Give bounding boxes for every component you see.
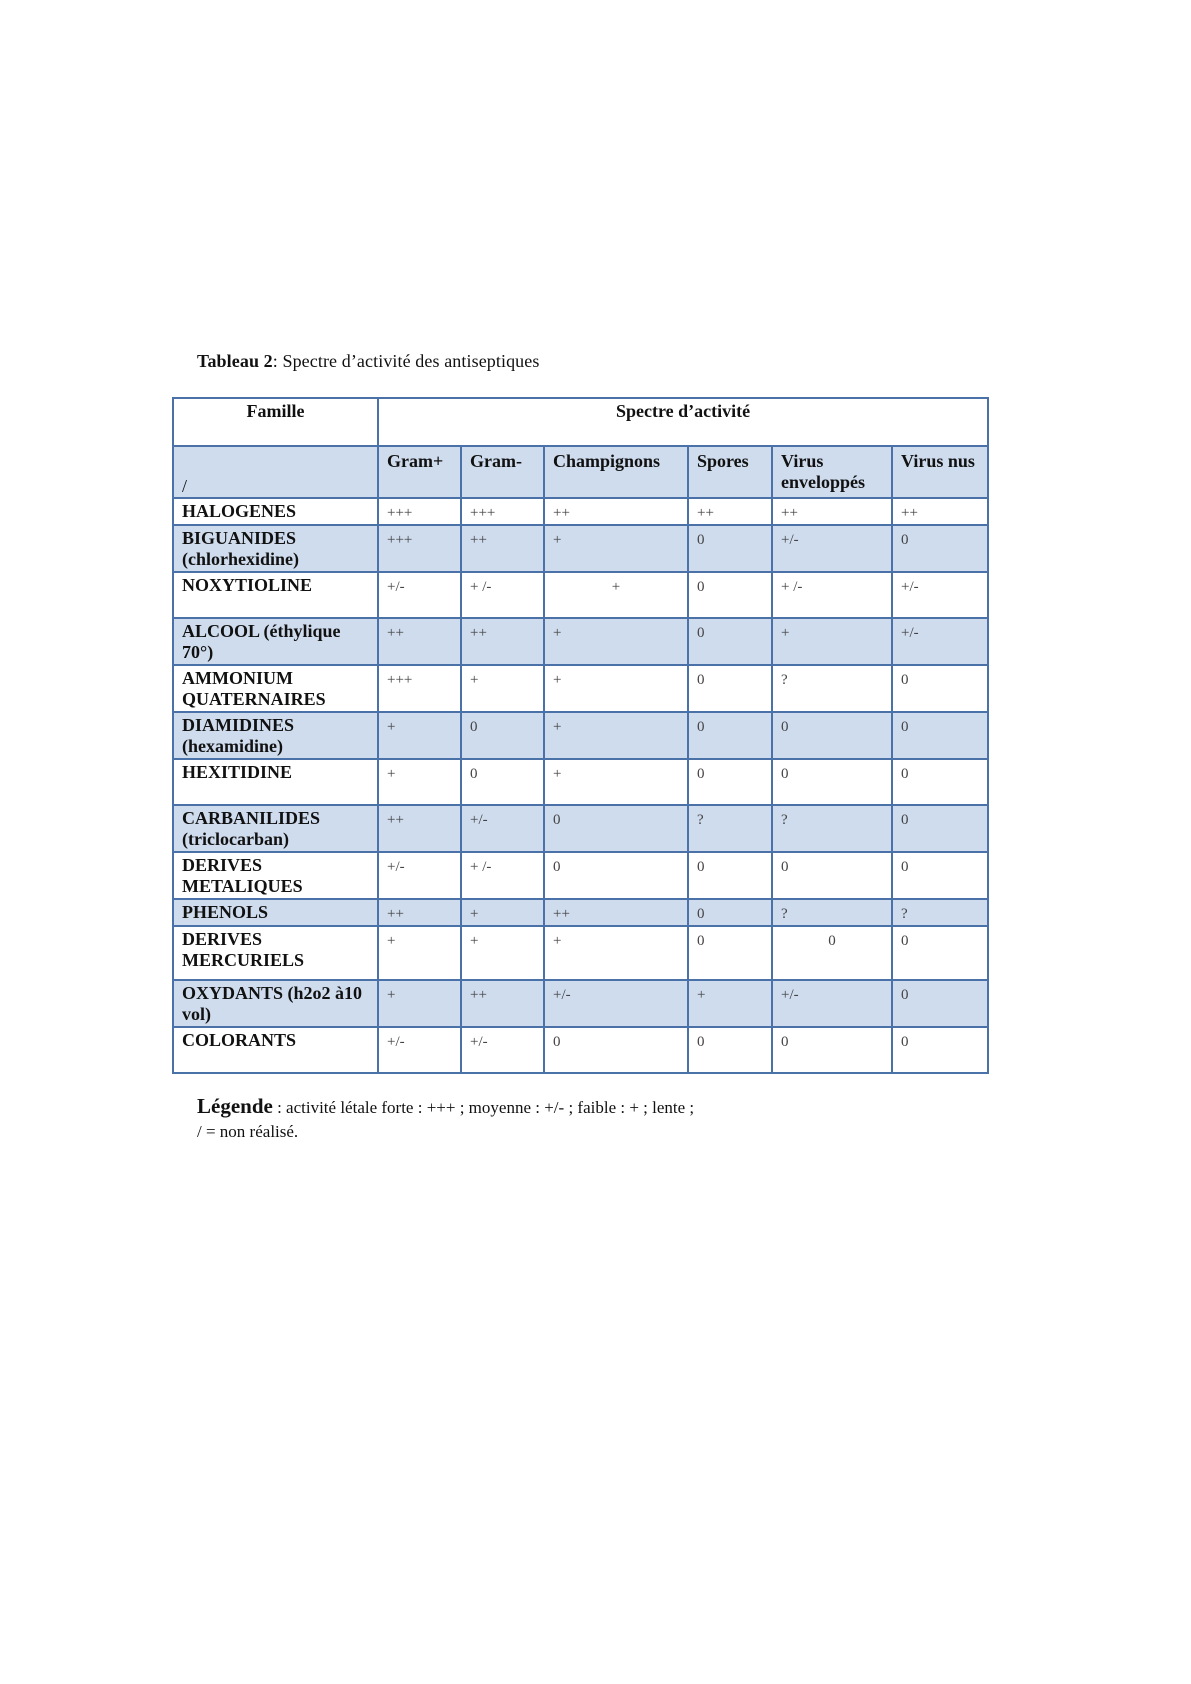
- row-value: +: [378, 759, 461, 805]
- row-value: ?: [772, 665, 892, 712]
- row-family: COLORANTS: [173, 1027, 378, 1073]
- row-value: 0: [688, 665, 772, 712]
- row-family: DERIVES METALIQUES: [173, 852, 378, 899]
- column-header: Gram-: [461, 446, 544, 498]
- row-value: 0: [772, 712, 892, 759]
- row-value: 0: [688, 618, 772, 665]
- row-value: ++: [378, 899, 461, 926]
- row-value: +++: [378, 665, 461, 712]
- table-row: [173, 618, 988, 665]
- column-header: Gram+: [378, 446, 461, 498]
- row-family: BIGUANIDES (chlorhexidine): [173, 525, 378, 572]
- row-value: + /-: [461, 572, 544, 618]
- row-value: +/-: [892, 618, 988, 665]
- row-value: ++: [461, 525, 544, 572]
- row-value: +: [544, 759, 688, 805]
- row-value: +/-: [544, 980, 688, 1027]
- legend-text: : activité létale forte : +++ ; moyenne : +/- ; faible : + ; lente ;: [272, 1098, 695, 1117]
- header-spectrum: Spectre d’activité: [378, 398, 988, 446]
- row-value: +: [461, 899, 544, 926]
- table-row: [173, 498, 988, 525]
- row-value: +: [688, 980, 772, 1027]
- row-family: OXYDANTS (h2o2 à10 vol): [173, 980, 378, 1027]
- table-row: [173, 805, 988, 852]
- row-value: 0: [461, 759, 544, 805]
- row-value: +: [544, 712, 688, 759]
- row-value: ++: [772, 498, 892, 525]
- row-family: HEXITIDINE: [173, 759, 378, 805]
- row-family: DIAMIDINES (hexamidine): [173, 712, 378, 759]
- row-family: CARBANILIDES (triclocarban): [173, 805, 378, 852]
- row-value: 0: [892, 759, 988, 805]
- row-value: 0: [688, 712, 772, 759]
- row-value: 0: [688, 899, 772, 926]
- table-row: [173, 980, 988, 1027]
- column-header: Spores: [688, 446, 772, 498]
- row-value: 0: [892, 1027, 988, 1073]
- row-value: ?: [772, 899, 892, 926]
- row-value: ?: [892, 899, 988, 926]
- table-row: [173, 899, 988, 926]
- row-value: 0: [688, 852, 772, 899]
- row-value: +: [461, 665, 544, 712]
- caption-text: : Spectre d’activité des antiseptiques: [272, 351, 540, 371]
- row-value: +/-: [378, 852, 461, 899]
- row-value: ++: [544, 899, 688, 926]
- row-value: +: [544, 926, 688, 980]
- row-value: +: [544, 665, 688, 712]
- table-row: [173, 852, 988, 899]
- row-value: +/-: [892, 572, 988, 618]
- row-value: 0: [688, 525, 772, 572]
- row-value: 0: [892, 980, 988, 1027]
- row-value: 0: [461, 712, 544, 759]
- table-row: [173, 665, 988, 712]
- row-value: 0: [544, 852, 688, 899]
- row-family: ALCOOL (éthylique 70°): [173, 618, 378, 665]
- row-value: 0: [892, 926, 988, 980]
- row-value: +/-: [378, 572, 461, 618]
- row-value: ++: [892, 498, 988, 525]
- table-row: [173, 712, 988, 759]
- row-value: +: [378, 980, 461, 1027]
- row-value: +++: [378, 525, 461, 572]
- caption-label: Tableau 2: [197, 351, 273, 371]
- row-value: 0: [688, 759, 772, 805]
- row-value: +/-: [772, 980, 892, 1027]
- row-value: 0: [892, 525, 988, 572]
- row-value: +: [544, 525, 688, 572]
- row-value: +++: [378, 498, 461, 525]
- table-row: [173, 1027, 988, 1073]
- row-value: +: [772, 618, 892, 665]
- row-value: +/-: [461, 805, 544, 852]
- legend: [197, 1094, 897, 1144]
- row-value: +++: [461, 498, 544, 525]
- row-value: 0: [688, 572, 772, 618]
- row-value: +/-: [378, 1027, 461, 1073]
- row-value: 0: [892, 712, 988, 759]
- row-value: 0: [892, 852, 988, 899]
- row-family: PHENOLS: [173, 899, 378, 926]
- row-family: NOXYTIOLINE: [173, 572, 378, 618]
- row-family: AMMONIUM QUATERNAIRES: [173, 665, 378, 712]
- row-value: + /-: [461, 852, 544, 899]
- row-value: 0: [688, 926, 772, 980]
- column-header: Virus enveloppés: [772, 446, 892, 498]
- column-header: Champignons: [544, 446, 688, 498]
- row-value: 0: [688, 1027, 772, 1073]
- row-value: 0: [544, 1027, 688, 1073]
- row-value: ++: [461, 980, 544, 1027]
- row-value: +: [378, 926, 461, 980]
- row-value: ++: [378, 805, 461, 852]
- row-value: +: [461, 926, 544, 980]
- row-value: 0: [772, 759, 892, 805]
- row-value: 0: [772, 926, 892, 980]
- row-value: +/-: [772, 525, 892, 572]
- row-value: 0: [892, 805, 988, 852]
- row-value: + /-: [772, 572, 892, 618]
- table-row: [173, 525, 988, 572]
- row-value: ++: [378, 618, 461, 665]
- row-family: HALOGENES: [173, 498, 378, 525]
- row-value: 0: [772, 1027, 892, 1073]
- header-family: Famille: [173, 398, 378, 446]
- row-value: ?: [772, 805, 892, 852]
- table-caption: [197, 351, 539, 372]
- row-value: 0: [892, 665, 988, 712]
- table-row: [173, 759, 988, 805]
- row-value: ++: [461, 618, 544, 665]
- row-value: +: [378, 712, 461, 759]
- legend-text-2: / = non réalisé.: [197, 1122, 299, 1141]
- header-row-top: [173, 398, 988, 446]
- row-value: +/-: [461, 1027, 544, 1073]
- header-row-columns: [173, 446, 988, 498]
- row-value: 0: [544, 805, 688, 852]
- table-row: [173, 926, 988, 980]
- row-value: 0: [772, 852, 892, 899]
- row-family: DERIVES MERCURIELS: [173, 926, 378, 980]
- row-value: ?: [688, 805, 772, 852]
- header-slash: /: [173, 446, 378, 498]
- table-row: [173, 572, 988, 618]
- row-value: +: [544, 618, 688, 665]
- column-header: Virus nus: [892, 446, 988, 498]
- row-value: ++: [688, 498, 772, 525]
- row-value: +: [544, 572, 688, 618]
- row-value: ++: [544, 498, 688, 525]
- legend-label: Légende: [197, 1094, 273, 1118]
- spectrum-table: [172, 397, 989, 1074]
